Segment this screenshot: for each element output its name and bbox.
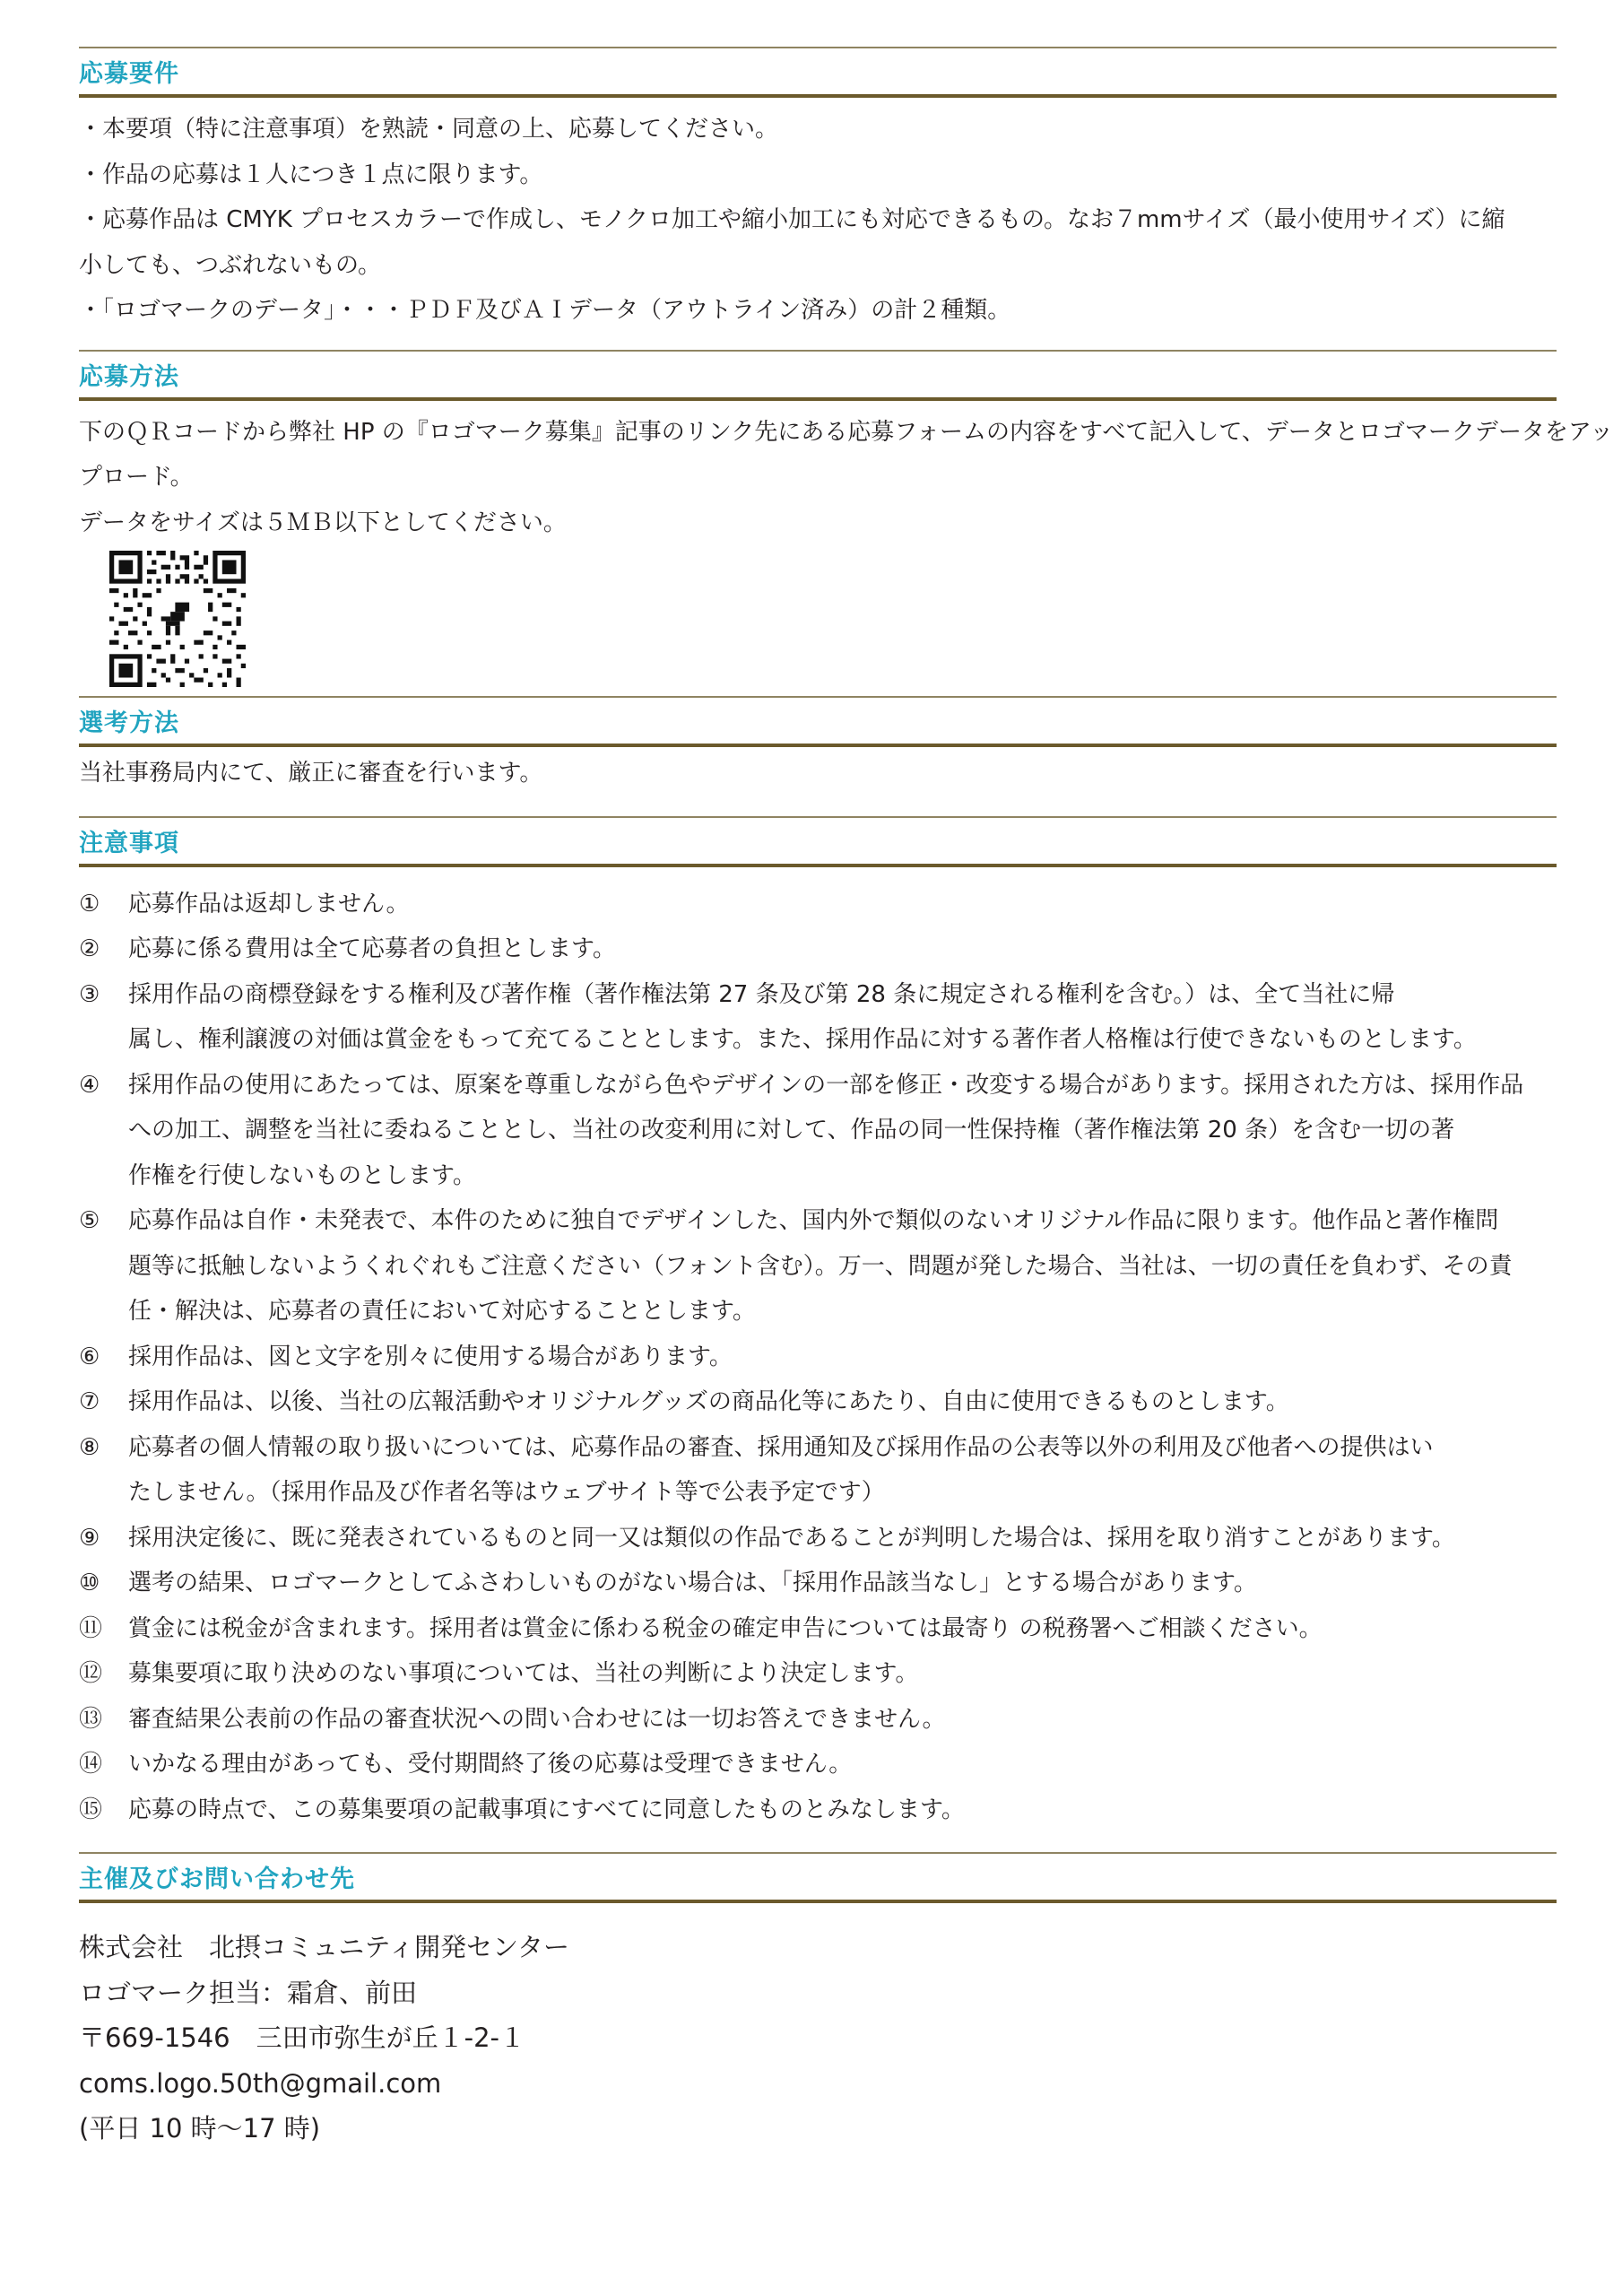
note-number: ⑮ [79,1796,103,1823]
note-number: ⑤ [79,1207,100,1234]
section-title: 主催及びお問い合わせ先 [79,1866,355,1893]
note-text-line: 採用作品は、図と文字を別々に使用する場合があります。 [128,1343,733,1370]
note-text-line: 応募者の個人情報の取り扱いについては、応募作品の審査、採用通知及び採用作品の公表等以外の利用及び他者への提供はい [128,1433,1434,1461]
section-body [79,1903,1557,2159]
note-text [128,1561,1557,1606]
note-text [128,1198,1557,1335]
text-line: ・「ロゴマークのデータ」・・・ＰＤＦ及びＡＩデータ（アウトライン済み）の計２種類。 [79,297,1011,324]
note-number: ⑦ [79,1388,100,1415]
section-requirements [79,47,1557,341]
note-text-line: 審査結果公表前の作品の審査状況への問い合わせには一切お答えできません。 [128,1705,946,1733]
note-text-line: 採用作品の使用にあたっては、原案を尊重しながら色やデザインの一部を修正・改変する場合があります。採用された方は、採用作品 [128,1071,1524,1099]
note-number: ⑩ [79,1570,100,1596]
text-line: 下のＱＲコードから弊社 HP の『ロゴマーク募集』記事のリンク先にある応募フォームの内容をすべて記入して、データとロゴマークデータをアッ [79,418,1614,446]
section-title: 注意事項 [79,829,179,857]
section-header [79,816,1557,867]
text-line: 小しても、つぶれないもの。 [79,251,381,279]
note-text [128,1063,1557,1199]
note-item [79,1787,1557,1833]
note-item [79,1379,1557,1425]
note-text-line: 応募の時点で、この募集要項の記載事項にすべてに同意したものとみなします。 [128,1796,965,1823]
note-text [128,1425,1557,1516]
section-header [79,350,1557,401]
note-text [128,926,1557,972]
note-text [128,1606,1557,1652]
text-line: ・応募作品は CMYK プロセスカラーで作成し、モノクロ加工や縮小加工にも対応できるもの。なお７mmサイズ（最小使用サイズ）に縮 [79,206,1505,233]
note-text-line: 採用作品の商標登録をする権利及び著作権（著作権法第 27 条及び第 28 条に規定される権利を含む。）は、全て当社に帰 [128,980,1395,1008]
text-line: データをサイズは５ＭＢ以下としてください。 [79,509,567,536]
note-text [128,1742,1557,1787]
note-text-line: 応募作品は自作・未発表で、本件のために独自でデザインした、国内外で類似のないオリジナル作品に限ります。他作品と著作権問 [128,1207,1499,1234]
notes-list [79,882,1557,1833]
note-number: ② [79,935,100,962]
text-line: ・作品の応募は１人につき１点に限ります。 [79,161,543,188]
note-item [79,1516,1557,1561]
note-item [79,1742,1557,1787]
note-number: ④ [79,1071,100,1099]
note-item [79,882,1557,927]
note-number: ⑬ [79,1705,103,1733]
section-selection [79,696,1557,804]
email-address[interactable]: coms.logo.50th@gmail.com [79,2067,442,2099]
note-text-line: 選考の結果、ロゴマークとしてふさわしいものがない場合は、「採用作品該当なし」とする場合があります。 [128,1570,1257,1596]
note-number: ⑭ [79,1751,103,1778]
text-line: ・本要項（特に注意事項）を熟読・同意の上、応募してください。 [79,116,779,143]
note-item [79,1651,1557,1697]
note-item [79,1561,1557,1606]
note-text-line: 題等に抵触しないようくれぐれもご注意ください（フォント含む）。万一、問題が発した場合、当社は、一切の責任を負わず、その責 [128,1252,1513,1280]
note-item [79,972,1557,1063]
note-number: ③ [79,980,100,1008]
note-text-line: 募集要項に取り決めのない事項については、当社の判断により決定します。 [128,1660,919,1687]
note-text [128,882,1557,927]
note-text [128,1335,1557,1380]
section-body [79,98,1557,341]
qr-code-icon[interactable] [109,551,246,687]
section-title: 選考方法 [79,709,179,737]
note-text [128,972,1557,1063]
note-text-line: 採用作品は、以後、当社の広報活動やオリジナルグッズの商品化等にあたり、自由に使用できるものとします。 [128,1388,1289,1415]
note-item [79,1606,1557,1652]
note-text-line: 属し、権利譲渡の対価は賞金をもって充てることとします。また、採用作品に対する著作者人格権は行使できないものとします。 [128,1026,1477,1053]
section-contact [79,1852,1557,2159]
note-text-line: 賞金には税金が含まれます。採用者は賞金に係わる税金の確定申告については最寄り の税務署へご相談ください。 [128,1614,1323,1642]
note-number: ⑪ [79,1614,103,1642]
contact-person: ロゴマーク担当：霜倉、前田 [79,1977,418,2008]
note-item [79,926,1557,972]
note-text-line: いかなる理由があっても、受付期間終了後の応募は受理できません。 [128,1751,853,1778]
section-body [79,867,1557,1840]
section-method [79,350,1614,697]
note-text [128,1787,1557,1833]
text-line: プロード。 [79,464,194,491]
note-text [128,1516,1557,1561]
note-item [79,1425,1557,1516]
note-item [79,1198,1557,1335]
note-text-line: 応募に係る費用は全て応募者の負担とします。 [128,935,616,962]
note-item [79,1335,1557,1380]
document-page [79,47,1614,2159]
note-text-line: 採用決定後に、既に発表されているものと同一又は類似の作品であることが判明した場合は、採用を取り消すことがあります。 [128,1524,1455,1552]
note-number: ⑧ [79,1433,100,1461]
section-notes [79,816,1557,1840]
office-hours: (平日 10 時～17 時) [79,2113,321,2144]
note-text [128,1697,1557,1743]
section-header [79,1852,1557,1903]
text-line: 当社事務局内にて、厳正に審査を行います。 [79,760,543,787]
note-text [128,1379,1557,1425]
note-text-line: 応募作品は返却しません。 [128,890,410,918]
note-number: ⑨ [79,1524,100,1552]
note-text [128,1651,1557,1697]
section-body [79,401,1614,697]
note-number: ⑥ [79,1343,100,1370]
note-item [79,1063,1557,1199]
postal-address: 〒669-1546 三田市弥生が丘１-2-１ [79,2022,525,2053]
note-text-line: 作権を行使しないものとします。 [128,1161,476,1189]
note-number: ① [79,890,100,918]
section-title: 応募方法 [79,362,179,391]
note-text-line: たしません。（採用作品及び作者名等はウェブサイト等で公表予定です） [128,1479,885,1506]
company-name: 株式会社 北摂コミュニティ開発センター [79,1932,569,1962]
note-text-line: 任・解決は、応募者の責任において対応することとします。 [128,1298,756,1325]
note-number: ⑫ [79,1660,103,1687]
note-text-line: への加工、調整を当社に委ねることとし、当社の改変利用に対して、作品の同一性保持権（著作権法第 20 条）を含む一切の著 [128,1117,1455,1144]
section-title: 応募要件 [79,60,179,88]
note-item [79,1697,1557,1743]
section-header [79,696,1557,747]
section-body [79,747,1557,804]
section-header [79,47,1557,98]
